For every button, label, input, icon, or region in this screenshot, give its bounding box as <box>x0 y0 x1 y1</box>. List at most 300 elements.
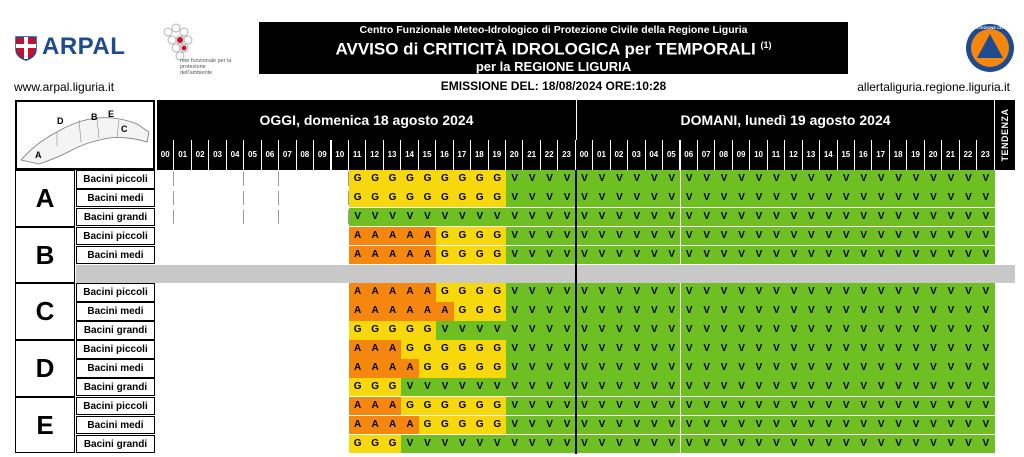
cell-a-0-tomorrow-18: V <box>890 170 907 189</box>
cell-a-0-today-13: G <box>384 170 401 189</box>
cell-c-0-today-21: V <box>523 283 540 302</box>
cell-a-2-tomorrow-00: V <box>576 208 593 227</box>
hour-header-today-10: 10 <box>332 140 348 170</box>
hour-header-today-03: 03 <box>209 140 225 170</box>
cell-a-0-tomorrow-02: V <box>611 170 628 189</box>
cell-c-1-today-21: V <box>523 302 540 321</box>
cell-c-2-today-11: G <box>349 321 366 340</box>
cell-e-2-today-23: V <box>558 435 575 454</box>
cell-a-1-tomorrow-00: V <box>576 189 593 208</box>
cell-c-2-today-13: G <box>384 321 401 340</box>
allertaliguria-url-link[interactable]: allertaliguria.regione.liguria.it <box>857 80 1010 94</box>
cell-c-0-tomorrow-08: V <box>715 283 732 302</box>
cell-empty <box>279 416 296 435</box>
cell-e-2-tomorrow-14: V <box>820 435 837 454</box>
cell-c-1-tomorrow-03: V <box>628 302 645 321</box>
cell-b-0-tomorrow-12: V <box>785 227 802 246</box>
arpal-logo-text: ARPAL <box>42 33 126 60</box>
cell-c-1-tomorrow-02: V <box>611 302 628 321</box>
zone-e: E <box>15 397 75 454</box>
cell-b-0-today-12: A <box>366 227 383 246</box>
cell-a-1-tomorrow-22: V <box>960 189 977 208</box>
hour-header-tomorrow-07: 07 <box>698 140 714 170</box>
cell-empty <box>174 378 191 397</box>
cell-empty <box>314 397 331 416</box>
cell-e-0-today-22: V <box>541 397 558 416</box>
cell-empty <box>332 246 349 265</box>
hour-header-today-05: 05 <box>244 140 260 170</box>
cell-empty <box>209 435 226 454</box>
cell-e-1-tomorrow-09: V <box>733 416 750 435</box>
cell-empty <box>209 227 226 246</box>
hour-header-tomorrow-03: 03 <box>628 140 644 170</box>
empty-divider <box>173 191 174 205</box>
cell-empty <box>227 170 244 189</box>
cell-c-1-tomorrow-19: V <box>907 302 924 321</box>
cell-e-0-today-21: V <box>523 397 540 416</box>
cell-e-2-tomorrow-04: V <box>646 435 663 454</box>
cell-b-1-tomorrow-23: V <box>977 246 994 265</box>
cell-d-0-tomorrow-20: V <box>925 340 942 359</box>
cell-empty <box>192 189 209 208</box>
cell-a-0-tomorrow-16: V <box>855 170 872 189</box>
cell-c-2-today-22: V <box>541 321 558 340</box>
cell-empty <box>174 302 191 321</box>
cell-c-1-tomorrow-22: V <box>960 302 977 321</box>
cell-b-1-tomorrow-22: V <box>960 246 977 265</box>
cell-a-0-tomorrow-17: V <box>872 170 889 189</box>
cell-c-0-today-20: V <box>506 283 523 302</box>
cell-empty <box>174 170 191 189</box>
cell-c-1-today-23: V <box>558 302 575 321</box>
cell-d-1-today-22: V <box>541 359 558 378</box>
cell-d-0-tomorrow-19: V <box>907 340 924 359</box>
tendenza-cell <box>995 397 1015 416</box>
cell-e-2-tomorrow-05: V <box>663 435 680 454</box>
cell-b-1-today-18: G <box>471 246 488 265</box>
cell-e-2-today-14: V <box>401 435 418 454</box>
cell-b-1-tomorrow-05: V <box>663 246 680 265</box>
row-label-d-0: Bacini piccoli <box>76 340 155 359</box>
cell-empty <box>332 227 349 246</box>
cell-e-2-today-19: V <box>489 435 506 454</box>
cell-e-1-tomorrow-11: V <box>768 416 785 435</box>
cell-e-0-tomorrow-05: V <box>663 397 680 416</box>
cell-empty <box>279 302 296 321</box>
cell-c-1-today-14: A <box>401 302 418 321</box>
cell-d-2-tomorrow-14: V <box>820 378 837 397</box>
hour-header-today-19: 19 <box>489 140 505 170</box>
cell-b-1-tomorrow-14: V <box>820 246 837 265</box>
cell-empty <box>297 359 314 378</box>
cell-a-1-today-13: G <box>384 189 401 208</box>
cell-d-2-tomorrow-08: V <box>715 378 732 397</box>
tendenza-cell <box>995 208 1015 227</box>
row-label-c-2: Bacini grandi <box>76 321 155 340</box>
cell-d-1-tomorrow-22: V <box>960 359 977 378</box>
cell-c-0-tomorrow-18: V <box>890 283 907 302</box>
cell-a-1-tomorrow-01: V <box>593 189 610 208</box>
cell-c-2-tomorrow-02: V <box>611 321 628 340</box>
cell-b-1-today-21: V <box>523 246 540 265</box>
cell-e-2-today-18: V <box>471 435 488 454</box>
cell-a-2-today-11: V <box>349 208 366 227</box>
cell-c-2-tomorrow-08: V <box>715 321 732 340</box>
cell-empty <box>279 359 296 378</box>
cell-empty <box>227 359 244 378</box>
cell-d-2-tomorrow-10: V <box>750 378 767 397</box>
cell-e-2-today-17: V <box>454 435 471 454</box>
cell-c-0-tomorrow-05: V <box>663 283 680 302</box>
cell-a-1-tomorrow-15: V <box>838 189 855 208</box>
cell-d-1-today-19: G <box>489 359 506 378</box>
cell-empty <box>244 340 261 359</box>
cell-b-0-today-22: V <box>541 227 558 246</box>
cell-empty <box>209 340 226 359</box>
cell-d-0-today-14: G <box>401 340 418 359</box>
cell-a-1-today-23: V <box>558 189 575 208</box>
cell-empty <box>192 208 209 227</box>
cell-c-1-tomorrow-23: V <box>977 302 994 321</box>
hour-header-today-11: 11 <box>349 140 365 170</box>
cell-empty <box>157 302 174 321</box>
cell-empty <box>262 189 279 208</box>
cell-a-1-tomorrow-17: V <box>872 189 889 208</box>
cell-d-1-today-21: V <box>523 359 540 378</box>
cell-c-1-tomorrow-09: V <box>733 302 750 321</box>
cell-c-1-tomorrow-05: V <box>663 302 680 321</box>
cell-c-0-tomorrow-09: V <box>733 283 750 302</box>
cell-e-0-today-15: G <box>419 397 436 416</box>
cell-c-1-tomorrow-04: V <box>646 302 663 321</box>
cell-b-1-tomorrow-02: V <box>611 246 628 265</box>
cell-empty <box>297 189 314 208</box>
cell-d-2-today-22: V <box>541 378 558 397</box>
cell-e-2-tomorrow-13: V <box>803 435 820 454</box>
cell-c-1-tomorrow-13: V <box>803 302 820 321</box>
cell-d-2-today-13: G <box>384 378 401 397</box>
cell-c-2-tomorrow-19: V <box>907 321 924 340</box>
cell-empty <box>192 302 209 321</box>
cell-empty <box>279 189 296 208</box>
zone-c: C <box>15 283 75 340</box>
cell-d-2-tomorrow-11: V <box>768 378 785 397</box>
cell-c-1-tomorrow-08: V <box>715 302 732 321</box>
cell-e-0-tomorrow-08: V <box>715 397 732 416</box>
cell-c-2-tomorrow-05: V <box>663 321 680 340</box>
cell-a-2-today-12: V <box>366 208 383 227</box>
cell-empty <box>314 302 331 321</box>
cell-a-2-tomorrow-01: V <box>593 208 610 227</box>
cell-c-1-today-22: V <box>541 302 558 321</box>
cell-empty <box>332 359 349 378</box>
cell-d-1-tomorrow-13: V <box>803 359 820 378</box>
tendenza-cell <box>995 189 1015 208</box>
arpal-url-link[interactable]: www.arpal.liguria.it <box>14 80 115 94</box>
cell-a-0-tomorrow-11: V <box>768 170 785 189</box>
cell-empty <box>279 283 296 302</box>
cell-a-0-tomorrow-06: V <box>681 170 698 189</box>
cell-e-1-tomorrow-05: V <box>663 416 680 435</box>
cell-e-2-tomorrow-09: V <box>733 435 750 454</box>
cell-d-2-tomorrow-15: V <box>838 378 855 397</box>
cell-empty <box>244 227 261 246</box>
cell-e-0-tomorrow-04: V <box>646 397 663 416</box>
cell-a-0-today-18: G <box>471 170 488 189</box>
cell-empty <box>279 321 296 340</box>
cell-empty <box>157 378 174 397</box>
cell-d-2-tomorrow-21: V <box>942 378 959 397</box>
cell-c-0-tomorrow-19: V <box>907 283 924 302</box>
cell-b-0-today-14: A <box>401 227 418 246</box>
cell-b-0-tomorrow-05: V <box>663 227 680 246</box>
cell-a-1-tomorrow-02: V <box>611 189 628 208</box>
cell-d-2-today-16: V <box>436 378 453 397</box>
cell-empty <box>157 246 174 265</box>
cell-b-0-tomorrow-07: V <box>698 227 715 246</box>
cell-a-2-tomorrow-17: V <box>872 208 889 227</box>
cell-a-2-tomorrow-12: V <box>785 208 802 227</box>
hour-header-tomorrow-00: 00 <box>576 140 592 170</box>
cell-c-2-tomorrow-20: V <box>925 321 942 340</box>
cell-c-1-tomorrow-01: V <box>593 302 610 321</box>
cell-empty <box>209 302 226 321</box>
rete-ambiente-logo <box>158 22 238 74</box>
hour-header-tomorrow-16: 16 <box>855 140 871 170</box>
cell-a-2-tomorrow-07: V <box>698 208 715 227</box>
cell-e-1-tomorrow-17: V <box>872 416 889 435</box>
cell-d-1-tomorrow-18: V <box>890 359 907 378</box>
cell-b-0-tomorrow-02: V <box>611 227 628 246</box>
cell-b-1-tomorrow-18: V <box>890 246 907 265</box>
cell-c-2-tomorrow-03: V <box>628 321 645 340</box>
cell-d-2-tomorrow-17: V <box>872 378 889 397</box>
protezione-civile-logo <box>964 22 1016 74</box>
cell-b-1-today-20: V <box>506 246 523 265</box>
cell-b-1-tomorrow-08: V <box>715 246 732 265</box>
cell-empty <box>244 246 261 265</box>
cell-d-0-tomorrow-17: V <box>872 340 889 359</box>
cell-a-0-tomorrow-00: V <box>576 170 593 189</box>
cell-b-0-tomorrow-01: V <box>593 227 610 246</box>
cell-d-0-tomorrow-21: V <box>942 340 959 359</box>
cell-c-0-today-12: A <box>366 283 383 302</box>
cell-c-2-tomorrow-09: V <box>733 321 750 340</box>
cell-c-0-tomorrow-14: V <box>820 283 837 302</box>
cell-c-0-tomorrow-06: V <box>681 283 698 302</box>
cell-c-1-tomorrow-14: V <box>820 302 837 321</box>
cell-b-1-tomorrow-07: V <box>698 246 715 265</box>
cell-empty <box>157 189 174 208</box>
hour-header-tomorrow-22: 22 <box>960 140 976 170</box>
cell-c-0-tomorrow-20: V <box>925 283 942 302</box>
cell-b-1-today-15: A <box>419 246 436 265</box>
cell-e-0-today-19: G <box>489 397 506 416</box>
cell-e-2-today-12: G <box>366 435 383 454</box>
cell-c-0-today-19: G <box>489 283 506 302</box>
cell-c-1-today-15: A <box>419 302 436 321</box>
cell-d-2-tomorrow-16: V <box>855 378 872 397</box>
cell-a-1-today-17: G <box>454 189 471 208</box>
day-separator <box>575 170 577 454</box>
cell-b-1-today-14: A <box>401 246 418 265</box>
cell-empty <box>279 378 296 397</box>
cell-a-1-tomorrow-09: V <box>733 189 750 208</box>
cell-c-2-today-12: G <box>366 321 383 340</box>
cell-a-2-today-14: V <box>401 208 418 227</box>
cell-c-1-tomorrow-18: V <box>890 302 907 321</box>
cell-a-2-tomorrow-13: V <box>803 208 820 227</box>
cell-a-2-tomorrow-19: V <box>907 208 924 227</box>
cell-c-0-tomorrow-22: V <box>960 283 977 302</box>
cell-e-0-today-13: A <box>384 397 401 416</box>
cell-b-0-today-15: A <box>419 227 436 246</box>
cell-b-0-tomorrow-06: V <box>681 227 698 246</box>
cell-d-0-tomorrow-07: V <box>698 340 715 359</box>
banner-title-text: AVVISO di CRITICITÀ IDROLOGICA per TEMPORALI <box>335 39 756 59</box>
cell-empty <box>244 378 261 397</box>
cell-b-0-today-21: V <box>523 227 540 246</box>
cell-empty <box>244 189 261 208</box>
cell-b-1-today-19: G <box>489 246 506 265</box>
cell-d-0-tomorrow-22: V <box>960 340 977 359</box>
cell-c-0-tomorrow-13: V <box>803 283 820 302</box>
cell-a-0-tomorrow-13: V <box>803 170 820 189</box>
cell-empty <box>174 227 191 246</box>
hour-header-today-07: 07 <box>279 140 295 170</box>
cell-b-1-today-23: V <box>558 246 575 265</box>
cell-e-1-tomorrow-14: V <box>820 416 837 435</box>
liguria-shield-icon <box>14 35 38 61</box>
cell-e-0-today-17: G <box>454 397 471 416</box>
cell-e-0-today-11: A <box>349 397 366 416</box>
cell-d-1-tomorrow-00: V <box>576 359 593 378</box>
hour-header-today-16: 16 <box>436 140 452 170</box>
cell-empty <box>157 170 174 189</box>
cell-a-1-tomorrow-08: V <box>715 189 732 208</box>
cell-c-2-today-17: V <box>454 321 471 340</box>
cell-empty <box>332 302 349 321</box>
cell-b-0-tomorrow-18: V <box>890 227 907 246</box>
cell-c-0-today-13: A <box>384 283 401 302</box>
cell-e-1-tomorrow-03: V <box>628 416 645 435</box>
cell-c-1-today-16: A <box>436 302 453 321</box>
cell-c-0-today-14: A <box>401 283 418 302</box>
hour-header-today-06: 06 <box>262 140 278 170</box>
cell-d-1-tomorrow-12: V <box>785 359 802 378</box>
row-label-e-2: Bacini grandi <box>76 435 155 454</box>
hour-header-tomorrow-14: 14 <box>820 140 836 170</box>
cell-e-0-tomorrow-16: V <box>855 397 872 416</box>
cell-e-0-tomorrow-01: V <box>593 397 610 416</box>
cell-b-1-tomorrow-20: V <box>925 246 942 265</box>
cell-e-2-today-13: G <box>384 435 401 454</box>
hour-header-tomorrow-18: 18 <box>890 140 906 170</box>
cell-empty <box>244 321 261 340</box>
cell-b-0-tomorrow-20: V <box>925 227 942 246</box>
cell-empty <box>262 283 279 302</box>
hour-header-tomorrow-17: 17 <box>872 140 888 170</box>
cell-e-0-tomorrow-18: V <box>890 397 907 416</box>
hour-header-today-02: 02 <box>192 140 208 170</box>
cell-empty <box>332 321 349 340</box>
cell-empty <box>262 302 279 321</box>
cell-empty <box>192 435 209 454</box>
cell-c-2-today-20: V <box>506 321 523 340</box>
cell-d-1-today-17: G <box>454 359 471 378</box>
cell-c-2-tomorrow-07: V <box>698 321 715 340</box>
cell-c-2-tomorrow-23: V <box>977 321 994 340</box>
cell-b-1-tomorrow-17: V <box>872 246 889 265</box>
cell-d-0-tomorrow-04: V <box>646 340 663 359</box>
cell-d-1-tomorrow-20: V <box>925 359 942 378</box>
tendenza-label: TENDENZA <box>1000 108 1010 162</box>
cell-d-2-tomorrow-18: V <box>890 378 907 397</box>
cell-e-2-tomorrow-15: V <box>838 435 855 454</box>
cell-e-0-tomorrow-22: V <box>960 397 977 416</box>
cell-empty <box>279 397 296 416</box>
cell-b-0-today-17: G <box>454 227 471 246</box>
row-label-d-2: Bacini grandi <box>76 378 155 397</box>
cell-a-2-tomorrow-04: V <box>646 208 663 227</box>
cell-b-1-tomorrow-06: V <box>681 246 698 265</box>
cell-empty <box>192 246 209 265</box>
empty-divider <box>243 172 244 186</box>
cell-e-0-today-12: A <box>366 397 383 416</box>
cell-c-2-tomorrow-06: V <box>681 321 698 340</box>
cell-e-2-tomorrow-18: V <box>890 435 907 454</box>
cell-empty <box>157 321 174 340</box>
cell-c-0-today-23: V <box>558 283 575 302</box>
cell-b-0-tomorrow-08: V <box>715 227 732 246</box>
cell-e-2-tomorrow-19: V <box>907 435 924 454</box>
cell-e-0-today-16: G <box>436 397 453 416</box>
cell-empty <box>209 378 226 397</box>
banner-region: per la REGIONE LIGURIA <box>475 58 632 74</box>
cell-empty <box>209 189 226 208</box>
cell-empty <box>209 170 226 189</box>
banner-centro-funzionale: Centro Funzionale Meteo-Idrologico di Protezione Civile della Regione Liguria <box>359 24 748 36</box>
cell-a-0-today-17: G <box>454 170 471 189</box>
cell-empty <box>244 435 261 454</box>
empty-divider <box>243 210 244 224</box>
cell-d-0-today-19: G <box>489 340 506 359</box>
cell-a-2-tomorrow-22: V <box>960 208 977 227</box>
cell-empty <box>174 246 191 265</box>
cell-empty <box>174 321 191 340</box>
cell-b-0-today-20: V <box>506 227 523 246</box>
cell-c-1-tomorrow-21: V <box>942 302 959 321</box>
cell-c-2-today-18: V <box>471 321 488 340</box>
tendenza-cell <box>995 246 1015 265</box>
cell-a-2-today-20: V <box>506 208 523 227</box>
cell-empty <box>314 283 331 302</box>
cell-empty <box>157 283 174 302</box>
cell-a-2-tomorrow-08: V <box>715 208 732 227</box>
cell-d-0-tomorrow-06: V <box>681 340 698 359</box>
cell-b-1-tomorrow-09: V <box>733 246 750 265</box>
cell-c-1-tomorrow-10: V <box>750 302 767 321</box>
cell-e-1-today-11: A <box>349 416 366 435</box>
cell-e-2-tomorrow-12: V <box>785 435 802 454</box>
cell-e-1-tomorrow-18: V <box>890 416 907 435</box>
cell-c-2-tomorrow-18: V <box>890 321 907 340</box>
cell-e-2-tomorrow-01: V <box>593 435 610 454</box>
cell-empty <box>227 378 244 397</box>
tendenza-cell <box>995 359 1015 378</box>
cell-c-1-tomorrow-06: V <box>681 302 698 321</box>
cell-c-0-today-15: A <box>419 283 436 302</box>
